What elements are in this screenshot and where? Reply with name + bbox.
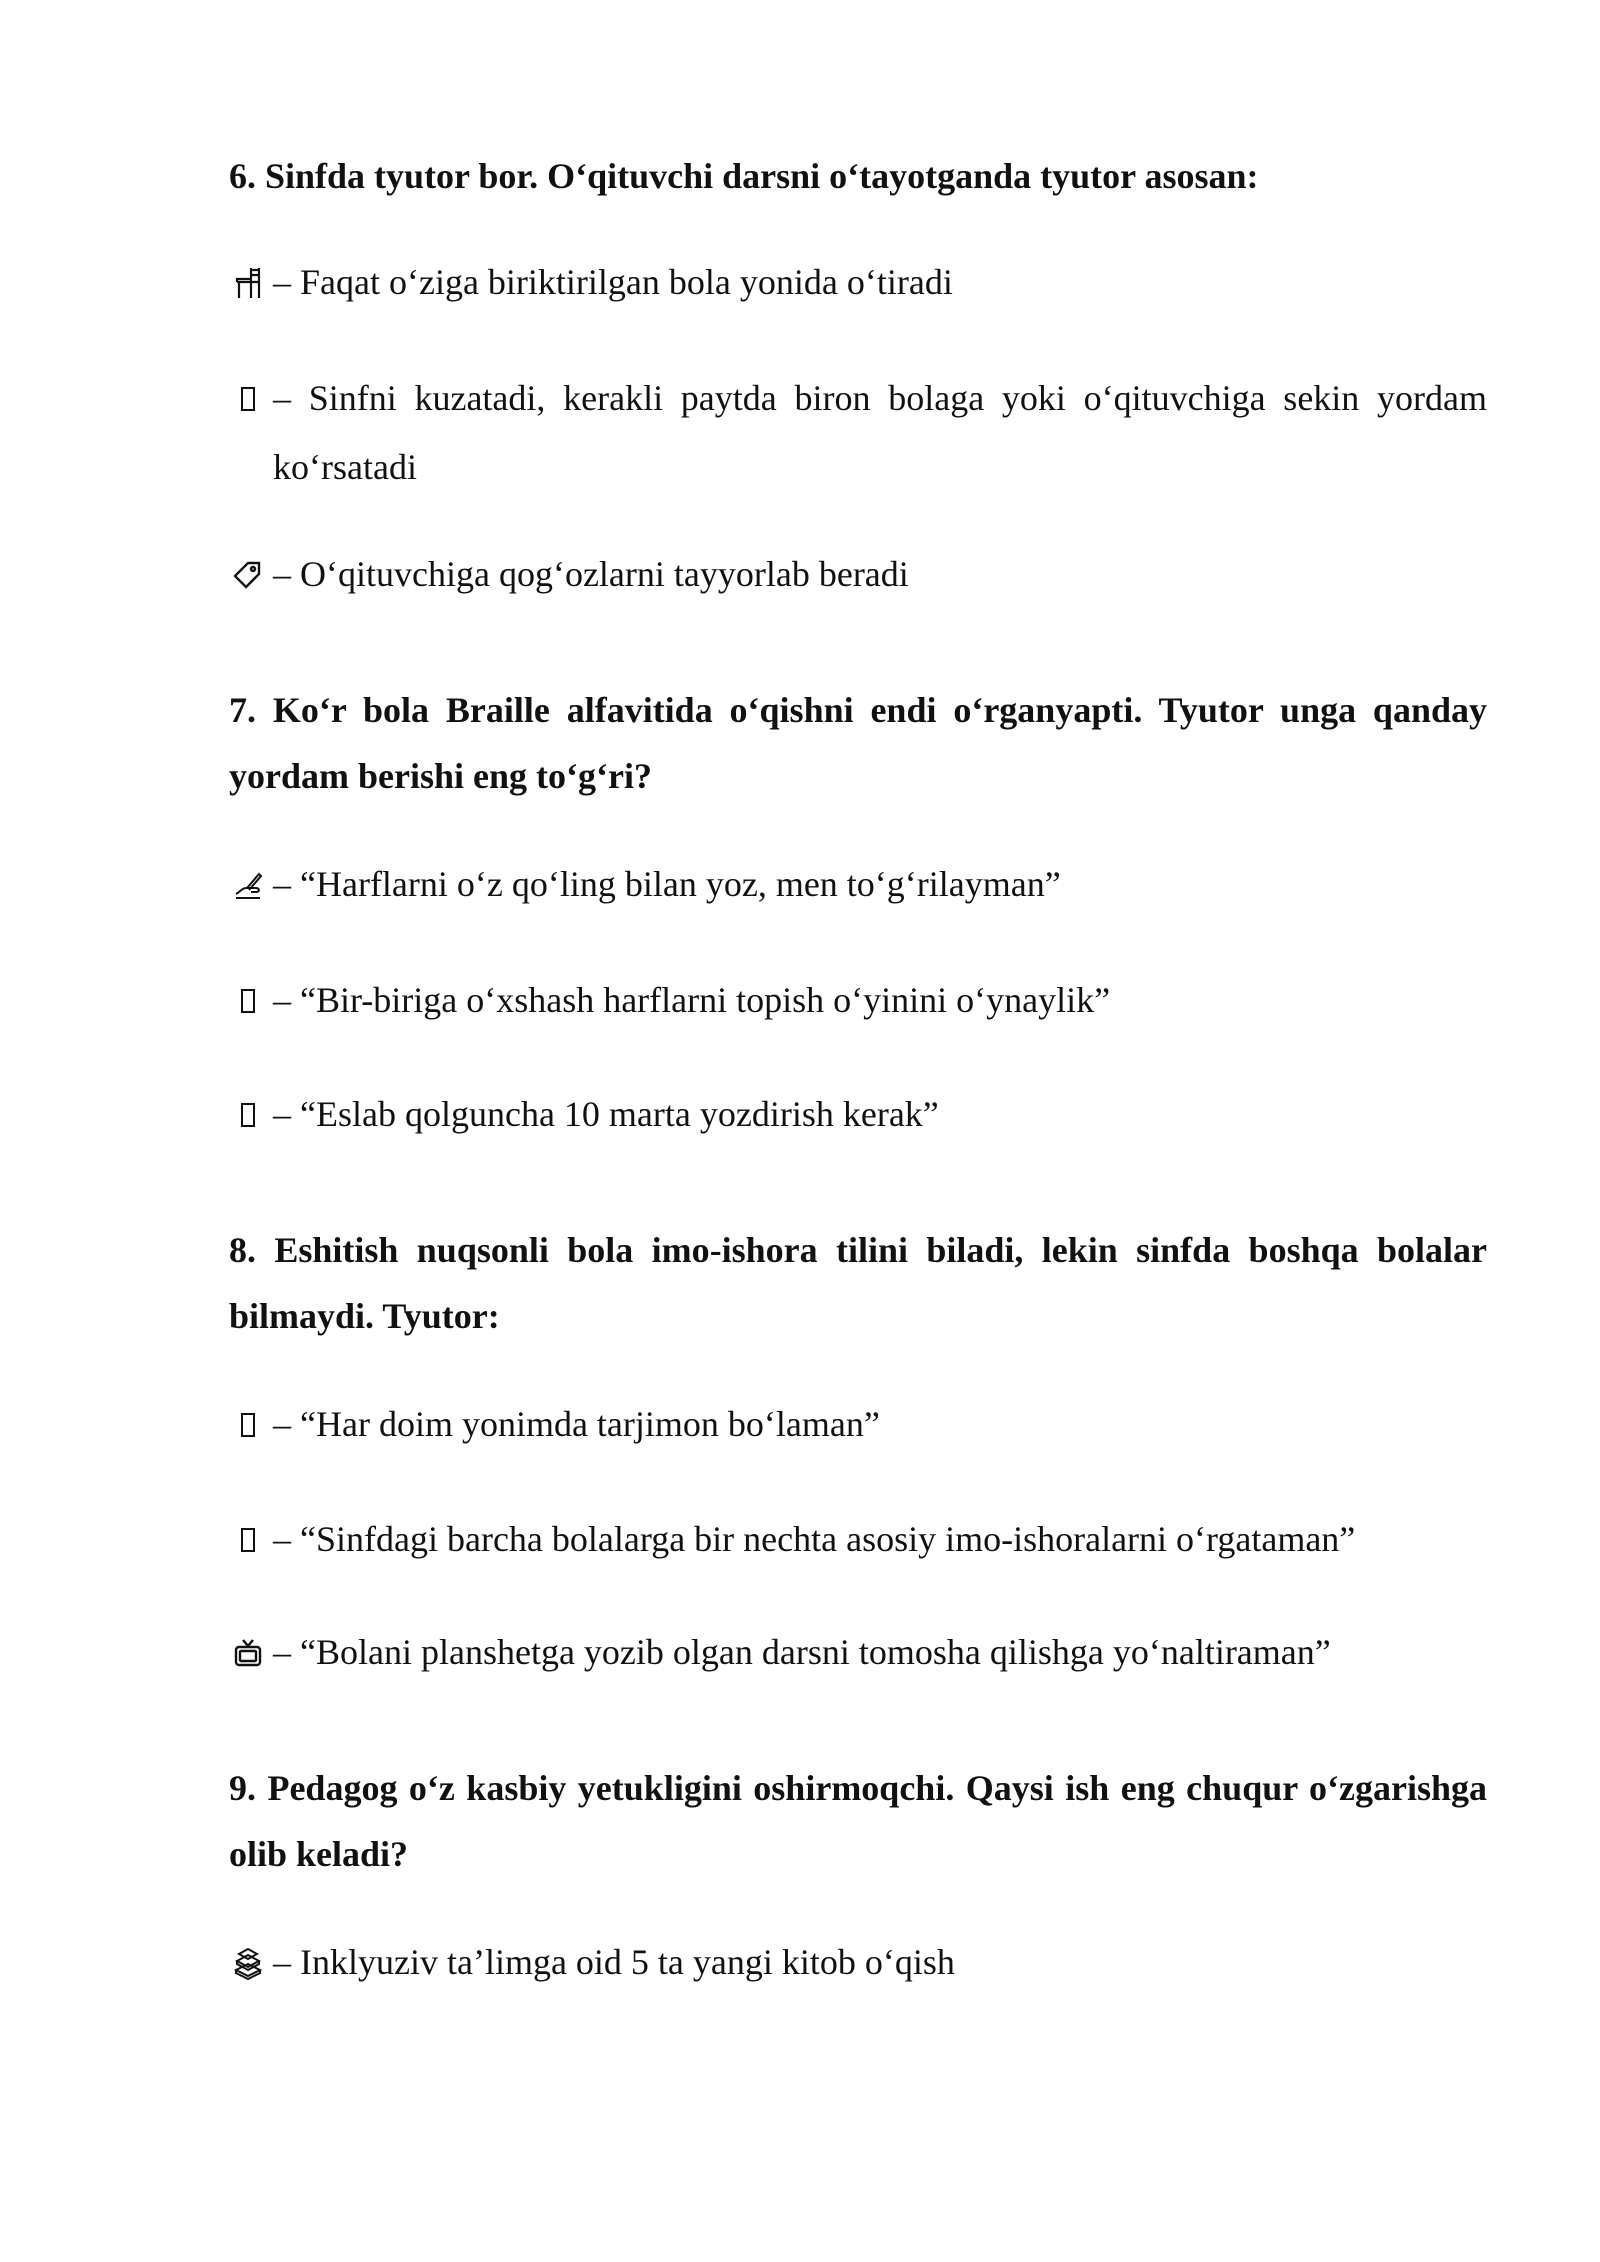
question-9 xyxy=(229,1755,1487,1887)
answer-option xyxy=(229,540,1487,609)
writing-hand-icon xyxy=(229,850,267,919)
answer-text: – “Bir-biriga o‘xshash harflarni topish o‘yinini o‘ynaylik” xyxy=(273,980,1111,1020)
missing-glyph-icon xyxy=(229,1080,267,1149)
answer-option xyxy=(229,1390,1487,1459)
answer-text: – O‘qituvchiga qog‘ozlarni tayyorlab beradi xyxy=(273,554,909,594)
answer-option xyxy=(229,364,1487,502)
answer-text: – “Bolani planshetga yozib olgan darsni tomosha qilishga yo‘naltiraman” xyxy=(273,1632,1331,1672)
question-title: 8. Eshitish nuqsonli bola imo-ishora tilini biladi, lekin sinfda boshqa bolalar bilmaydi. Tyutor: xyxy=(229,1230,1487,1336)
question-title: 7. Ko‘r bola Braille alfavitida o‘qishni endi o‘rganyapti. Tyutor unga qanday yordam berishi eng to‘g‘ri? xyxy=(229,690,1487,796)
question-6 xyxy=(229,143,1487,209)
answer-text: – “Eslab qolguncha 10 marta yozdirish kerak” xyxy=(273,1094,939,1134)
answer-text: – Faqat o‘ziga biriktirilgan bola yonida o‘tiradi xyxy=(273,262,953,302)
missing-glyph-icon xyxy=(229,364,267,433)
answer-option xyxy=(229,1618,1487,1687)
answer-text: – “Sinfdagi barcha bolalarga bir nechta asosiy imo-ishoralarni o‘rgataman” xyxy=(273,1519,1356,1559)
answer-text: – “Harflarni o‘z qo‘ling bilan yoz, men to‘g‘rilayman” xyxy=(273,864,1061,904)
missing-glyph-icon xyxy=(229,966,267,1035)
missing-glyph-icon xyxy=(229,1390,267,1459)
question-8 xyxy=(229,1217,1487,1349)
answer-option xyxy=(229,850,1487,919)
answer-option xyxy=(229,1505,1487,1574)
answer-option xyxy=(229,1928,1487,1997)
question-7 xyxy=(229,677,1487,809)
missing-glyph-icon xyxy=(229,1505,267,1574)
answer-text: – “Har doim yonimda tarjimon bo‘laman” xyxy=(273,1404,880,1444)
answer-option xyxy=(229,248,1487,317)
question-title: 6. Sinfda tyutor bor. O‘qituvchi darsni o‘tayotganda tyutor asosan: xyxy=(229,156,1259,196)
television-icon xyxy=(229,1618,267,1687)
answer-option xyxy=(229,1080,1487,1149)
answer-text: – Inklyuziv ta’limga oid 5 ta yangi kitob o‘qish xyxy=(273,1942,955,1982)
chair-icon xyxy=(229,248,267,317)
question-title: 9. Pedagog o‘z kasbiy yetukligini oshirmoqchi. Qaysi ish eng chuqur o‘zgarishga olib keladi? xyxy=(229,1768,1487,1874)
books-icon xyxy=(229,1928,267,1997)
answer-text: – Sinfni kuzatadi, kerakli paytda biron bolaga yoki o‘qituvchiga sekin yordam ko‘rsatadi xyxy=(273,378,1487,487)
tag-icon xyxy=(229,540,267,609)
answer-option xyxy=(229,966,1487,1035)
